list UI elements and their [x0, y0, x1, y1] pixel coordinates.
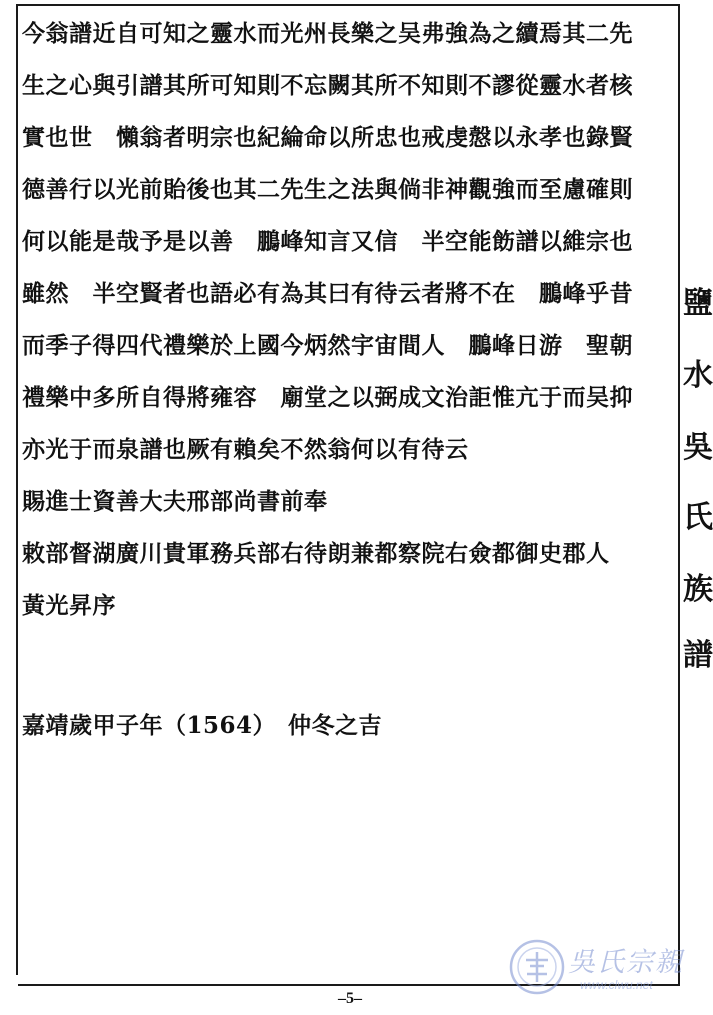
- text-line-1: 今翁譜近自可知之靈水而光州長樂之吴弗強為之續焉其二先: [22, 20, 633, 47]
- text-line-11: 敕部督湖廣川貴軍務兵部右待朗兼都察院右僉都御史郡人: [22, 540, 610, 567]
- text-line-7: 而季子得四代禮樂於上國今炳然宇宙間人 鵬峰日游 聖朝: [22, 332, 633, 359]
- page-number: –5–: [338, 990, 362, 1007]
- text-line-6: 雖然 半空賢者也語必有為其曰有待云者將不在 鵬峰乎昔: [22, 280, 633, 307]
- text-line-12: 黃光昇序: [22, 592, 116, 619]
- text-line-2: 生之心與引譜其所可知則不忘闕其所不知則不謬從靈水者核: [22, 72, 633, 99]
- border-gap: [14, 975, 18, 991]
- site-watermark: [508, 938, 694, 1000]
- side-char-2: 水: [683, 358, 713, 393]
- side-char-4: 氏: [683, 500, 713, 535]
- text-line-8: 禮樂中多所自得將雍容 廟堂之以弼成文治詎惟亢于而吴抑: [22, 384, 633, 411]
- side-char-3: 吳: [683, 430, 713, 465]
- text-line-5: 何以能是哉予是以善 鵬峰知言又信 半空能飭譜以維宗也: [22, 228, 633, 255]
- side-char-1: 鹽: [683, 286, 713, 321]
- side-char-6: 譜: [683, 638, 713, 673]
- side-title-column: [683, 0, 713, 1015]
- watermark-title: 吳氏宗親: [568, 947, 684, 978]
- text-line-9: 亦光于而泉譜也厥有賴矣不然翁何以有待云: [22, 436, 469, 463]
- preface-text: [22, 8, 670, 739]
- seal-icon: [508, 938, 566, 996]
- text-line-4: 德善行以光前貽後也其二先生之法與倘非神觀強而至慮確則: [22, 176, 633, 203]
- side-char-5: 族: [683, 572, 713, 607]
- text-line-10: 賜進士資善大夫邢部尚書前奉: [22, 488, 328, 515]
- date-line: 嘉靖歲甲子年（1564） 仲冬之吉: [22, 712, 383, 739]
- watermark-url: www.clwu.net: [580, 978, 653, 992]
- text-line-3: 實也世 懶翁者明宗也紀綸命以所忠也戒虔慤以永孝也錄賢: [22, 124, 633, 151]
